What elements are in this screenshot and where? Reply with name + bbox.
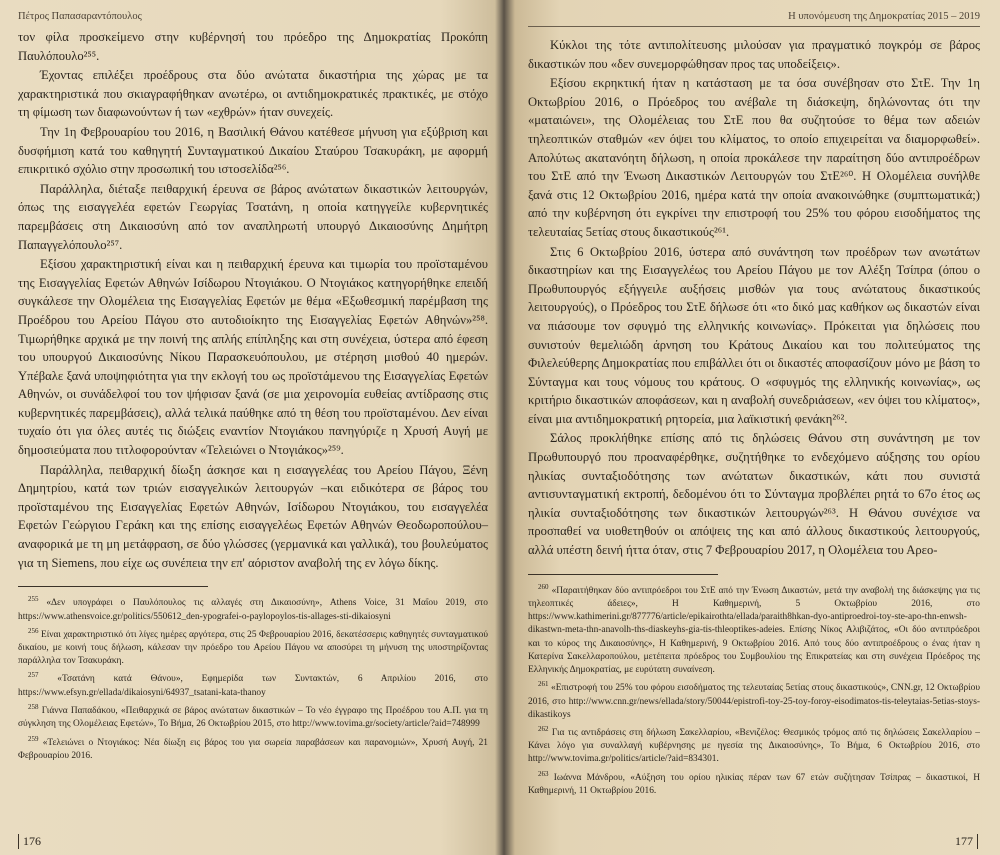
footnote-text: «Παραιτήθηκαν δύο αντιπρόεδροι του ΣτΕ από την Ένωση Δικαστών, μετά την αναβολή της διάσκεψης για τις τηλεοπτικές άδειες», Η Καθημερινή, 5 Οκτωβρίου 2016, στο https://www.kathimerini.gr/877776/article/epikairothta/ellada/paraith8hkan-dyo-antiproedroi-toy-ste-apo-thn-enwsh-dikastwn-meta-thn-anavolh-ths-diaskeyhs-gia-tis-thleoptikes-adeies. Επίσης Νίκος Αλιβιζάτος, «Οι δύο αντιπρόεδροι και το κύρος της Δικαιοσύνης», Η Καθημερινή, 9 Οκτωβρίου 2016. Από τους δύο αντιπροέδρους ο ένας ήταν η Κατερίνα Σακελλαροπούλου, μετέπειτα πρόεδρος του Συμβουλίου της Επικρατείας και στη συνέχεια Πρόεδρος της Ελληνικής Δημοκρατίας, με ευρύτατη συναίνεση. xyxy=(528,585,981,675)
footnote-263 xyxy=(528,768,980,799)
left-page-number: 176 xyxy=(18,834,41,849)
footnote-text: «Τελειώνει ο Ντογιάκος: Νέα δίωξη εις βάρος του για σωρεία παραβάσεων και παρανομιών», Χρυσή Αυγή, 21 Φεβρουαρίου 2016. xyxy=(18,737,488,761)
footnote-text: Γιάννα Παπαδάκου, «Πειθαρχικά σε βάρος ανώτατων δικαστικών – Το νέο έγγραφο της Προέδρου του Α.Π. για τη σύγκληση της Ολομέλειας Εφετών», Το Βήμα, 26 Οκτωβρίου 2015, στο http://www.tovima.gr/society/article/?aid=748999 xyxy=(18,706,488,730)
footnote-255 xyxy=(18,593,488,624)
footnote-262 xyxy=(528,723,980,767)
footnote-text: «Τσατάνη κατά Θάνου», Εφημερίδα των Συντακτών, 6 Απριλίου 2016, στο https://www.efsyn.gr/ellada/dikaiosyni/64937_tsatani-kata-thanoy xyxy=(18,674,488,698)
footnote-number: 256 xyxy=(28,626,39,635)
left-footnotes xyxy=(18,593,488,763)
footnote-257 xyxy=(18,669,488,700)
footnote-text: «Επιστροφή του 25% του φόρου εισοδήματος της τελευταίας 5ετίας στους δικαστικούς», CNN.gr, 12 Οκτωβρίου 2016, στο http://www.cnn.gr/news/ellada/story/50044/epistrofi-toy-25-toy-foroy-eisodimatos-tis-teleytaias-5etias-stoys-dikastikoys xyxy=(528,683,981,720)
footnote-text: Ιωάννα Μάνδρου, «Αύξηση του ορίου ηλικίας πέραν των 67 ετών συζήτησαν Τσίπρας – δικαστικοί, Η Καθημερινή, 11 Οκτωβρίου 2016. xyxy=(528,772,980,796)
right-paragraph-3: Στις 6 Οκτωβρίου 2016, ύστερα από συνάντηση των προέδρων των ανωτάτων δικαστηρίων και της Εισαγγελέως του Αρείου Πάγου με τον Αλέξη Τσίπρα (όπου ο Πρωθυπουργός εξήγγειλε αυξήσεις μισθών για τους ανώτατους δικαστικούς λειτουργούς), ο Πρόεδρος του ΣτΕ δήλωσε ότι «το δικό μας καθήκον ως δικαστών είναι να πιάσουμε τον σφυγμό της ελληνικής κοινωνίας». Πρόκειται για δηλώσεις που συνιστούν θεμελιώδη άρνηση του Κράτους Δικαίου και του πολιτεύματος της Φιλελεύθερης Δημοκρατίας που επιβάλλει ότι οι δικαστές αποφασίζουν μόνο με βάση το Σύνταγμα και τους νόμους του κράτους. Ο «σφυγμός της ελληνικής κοινωνίας», ως κριτήριο δικαστικών αποφάσεων, και η αναβολή συνεδριάσεων, «εν όψει του κλίματος», είναι μια αντιδημοκρατική ρητορεία, μια λαϊκιστική φενάκη²⁶². xyxy=(528,244,980,426)
footnote-text: Είναι χαρακτηριστικό ότι λίγες ημέρες αργότερα, στις 25 Φεβρουαρίου 2016, δεκατέσσερις καθηγητές συνταγματικού δικαίου, με κοινή τους δήλωση, κάλεσαν την πρόεδρο του Αρείου Πάγου να αποσύρει τη μήνυση της υποστηρίζοντας παράλληλα τον Τσακυράκη. xyxy=(18,629,488,667)
left-body-text xyxy=(18,28,488,572)
footnote-number: 260 xyxy=(538,582,549,591)
left-paragraph-2: Έχοντας επιλέξει προέδρους στα δύο ανώτατα δικαστήρια της χώρας με τα χαρακτηριστικά που σκιαγραφήθηκαν ανωτέρω, οι αντιδημοκρατικές πρακτικές, με στόχο τη φίμωση των διαφωνούντων ή των «εχθρών» ήταν συνεχείς. xyxy=(18,68,488,120)
right-paragraph-4: Σάλος προκλήθηκε επίσης από τις δηλώσεις Θάνου στη συνάντηση με τον Πρωθυπουργό που προαναφέρθηκε, συζητήθηκε το ενδεχόμενο αύξησης του ορίου ηλικίας συνταξιοδότησης των ανώτατων δικαστικών, κάτι που συνιστά αντισυνταγματική εκτροπή, δεδομένου ότι το Σύνταγμα προβλέπει ρητά το 67ο έτος ως ηλικία συνταξιοδότησης των δικαστικών λειτουργών²⁶³. Η Θάνου συνέχισε να προσπαθεί να υιοθετηθούν οι απόψεις της και από άλλους δικαστικούς λειτουργούς, αλλά υπέστη δεινή ήττα όταν, στις 7 Φεβρουαρίου 2017, η Ολομέλεια του Αρεο- xyxy=(528,431,980,558)
footnote-256 xyxy=(18,625,488,669)
right-running-head: Η υπονόμευση της Δημοκρατίας 2015 – 2019 xyxy=(528,6,980,28)
footnote-text: «Δεν υπογράφει ο Παυλόπουλος τις αλλαγές στη Δικαιοσύνη», Athens Voice, 31 Μαΐου 2019, στο https://www.athensvoice.gr/politics/550612_den-ypografei-o-paylopoylos-tis-allages-sti-dikaiosyni xyxy=(18,598,488,622)
footnote-text: Για τις αντιδράσεις στη δήλωση Σακελλαρίου, «Βενιζέλος: Θεσμικός τρόμος από τις δηλώσεις Σακελλαρίου – Κάνει λόγο για συναλλαγή κυβέρνησης με ηγεσία της Δικαιοσύνης», Το Βήμα, 6 Οκτωβρίου 2016, στο http://www.tovima.gr/politics/article/?aid=834301. xyxy=(528,728,980,765)
footnote-number: 259 xyxy=(28,734,39,743)
right-footnotes xyxy=(528,581,980,799)
footnote-number: 261 xyxy=(538,680,549,689)
right-paragraph-1: Κύκλοι της τότε αντιπολίτευσης μιλούσαν για πραγματικό πογκρόμ σε βάρος δικαστικών που «δεν συνεμορφώθησαν προς τας υποδείξεις». xyxy=(528,38,980,71)
left-paragraph-6: Παράλληλα, πειθαρχική δίωξη άσκησε και η εισαγγελέας του Αρείου Πάγου, Ξένη Δημητρίου, κατά των τριών εισαγγελικών λειτουργών –και ειδικότερα σε βάρος του προϊσταμένου της Εισαγγελίας Εφετών Αθηνών, Ισίδωρου Ντογιάκου, του εισαγγελέα Εφετών Γεώργιου Γεράκη και της επίσης εισαγγελέως Εφετών Αθηνών Θεοδωροπούλου– αναφορικά με τη μη μετάφραση, σε δύο γλώσσες (γερμανικά και γαλλικά), του βουλεύματος για τη Siemens, που είχε ως συνέπεια την επ' αόριστον αναβολή της εν λόγω δίκης. xyxy=(18,462,488,570)
left-paragraph-1: τον φίλα προσκείμενο στην κυβέρνησή του πρόεδρο της Δημοκρατίας Προκόπη Παυλόπουλο²⁵⁵. xyxy=(18,30,488,63)
footnote-number: 257 xyxy=(28,671,39,680)
right-body-text xyxy=(528,36,980,560)
left-paragraph-5: Εξίσου χαρακτηριστική είναι και η πειθαρχική έρευνα και τιμωρία του προϊσταμένου της Εισαγγελίας Εφετών Αθηνών Ισίδωρου Ντογιάκου. Ο Ντογιάκος κατηγορήθηκε επειδή συγκάλεσε την Ολομέλεια της Εισαγγελίας Εφετών με θέμα «Εξωθεσμική παρέμβαση της Προέδρου του Αρείου Πάγου στο αυτοδιοίκητο της Εισαγγελίας Εφετών Αθηνών»²⁵⁸. Τιμωρήθηκε αρχικά με την ποινή της απλής επίπληξης και στη συνέχεια, ύστερα από έφεση του υπουργού Δικαιοσύνης Νίκου Παρασκευόπουλου, με στέρηση μισθού 40 ημερών. Υπέβαλε ξανά υποψηφιότητα για την εκλογή του ως προϊστάμενου της Εισαγγελίας Εφετών Αθηνών, οι συνάδελφοί του τον ψήφισαν ξανά (σε μια χειρονομία ευθείας αντίδρασης στις κυβερνητικές παρεμβάσεις), αλλά τελικά παύθηκε από τη θέση του προϊσταμένου. Δεν είναι τυχαίο ότι για όλες αυτές τις διώξεις εναντίον Ντογιάκου πανηγύριζε η Χρυσή Αυγή με δημοσιεύματα που τιτλοφορούνταν «Τελειώνει ο Ντογιάκος»²⁵⁹. xyxy=(18,257,488,458)
left-running-head: Πέτρος Παπασαραντόπουλος xyxy=(18,11,142,22)
footnote-number: 262 xyxy=(538,724,549,733)
right-page-number: 177 xyxy=(955,834,978,849)
left-paragraph-3: Την 1η Φεβρουαρίου του 2016, η Βασιλική Θάνου κατέθεσε μήνυση για εξύβριση και δυσφήμιση κατά του καθηγητή Συνταγματικού Δικαίου Σταύρου Τσακυράκη, με αφορμή επικριτικό σχόλιο στην προσωπική του ιστοσελίδα²⁵⁶. xyxy=(18,124,488,177)
right-page xyxy=(516,0,1000,855)
right-paragraph-2: Εξίσου εκρηκτική ήταν η κατάσταση με τα όσα συνέβησαν στο ΣτΕ. Την 1η Οκτωβρίου 2016, ο Πρόεδρος του ανέβαλε τη διάσκεψη, δηλώνοντας ότι την «ματαιώνει», της Ολομέλειας του ΣτΕ που θα συζητούσε το θέμα των αδειών τηλεοπτικών σταθμών «εν όψει του κλίματος, το οποίο επιχειρείται να διαμορφωθεί». Απολύτως ακατανόητη δήλωση, η οποία προκάλεσε την παραίτηση δύο αντιπροέδρων του ΣτΕ από την Ένωση Δικαστικών Λειτουργών του ΣτΕ²⁶⁰. Η Ολομέλεια συνήλθε ξανά στις 12 Οκτωβρίου 2016, ημέρα κατά την οποία ανακοινώθηκε (συμπτωματικά;) από την κυβέρνηση ότι εγκρίνει την επιστροφή του 25% του φόρου εισοδήματος της τελευταίας 5ετίας στους δικαστικούς²⁶¹. xyxy=(528,76,980,239)
left-paragraph-4: Παράλληλα, διέταξε πειθαρχική έρευνα σε βάρος ανώτατων δικαστικών λειτουργών, όπως της εισαγγελέα εφετών Γεωργίας Τσατάνη, η οποία κατηγγείλε κυβερνητικές παρεμβάσεις στη Δικαιοσύνη από τον αναπληρωτή υπουργό Δικαιοσύνης Δημήτρη Παπαγγελόπουλο²⁵⁷. xyxy=(18,181,488,252)
footnote-number: 255 xyxy=(28,595,39,604)
footnote-number: 263 xyxy=(538,769,549,778)
footnote-260 xyxy=(528,581,980,678)
footnote-261 xyxy=(528,678,980,722)
right-footnote-rule xyxy=(528,574,718,575)
footnote-259 xyxy=(18,733,488,764)
footnote-258 xyxy=(18,701,488,732)
left-footnote-rule xyxy=(18,586,208,587)
footnote-number: 258 xyxy=(28,703,39,712)
